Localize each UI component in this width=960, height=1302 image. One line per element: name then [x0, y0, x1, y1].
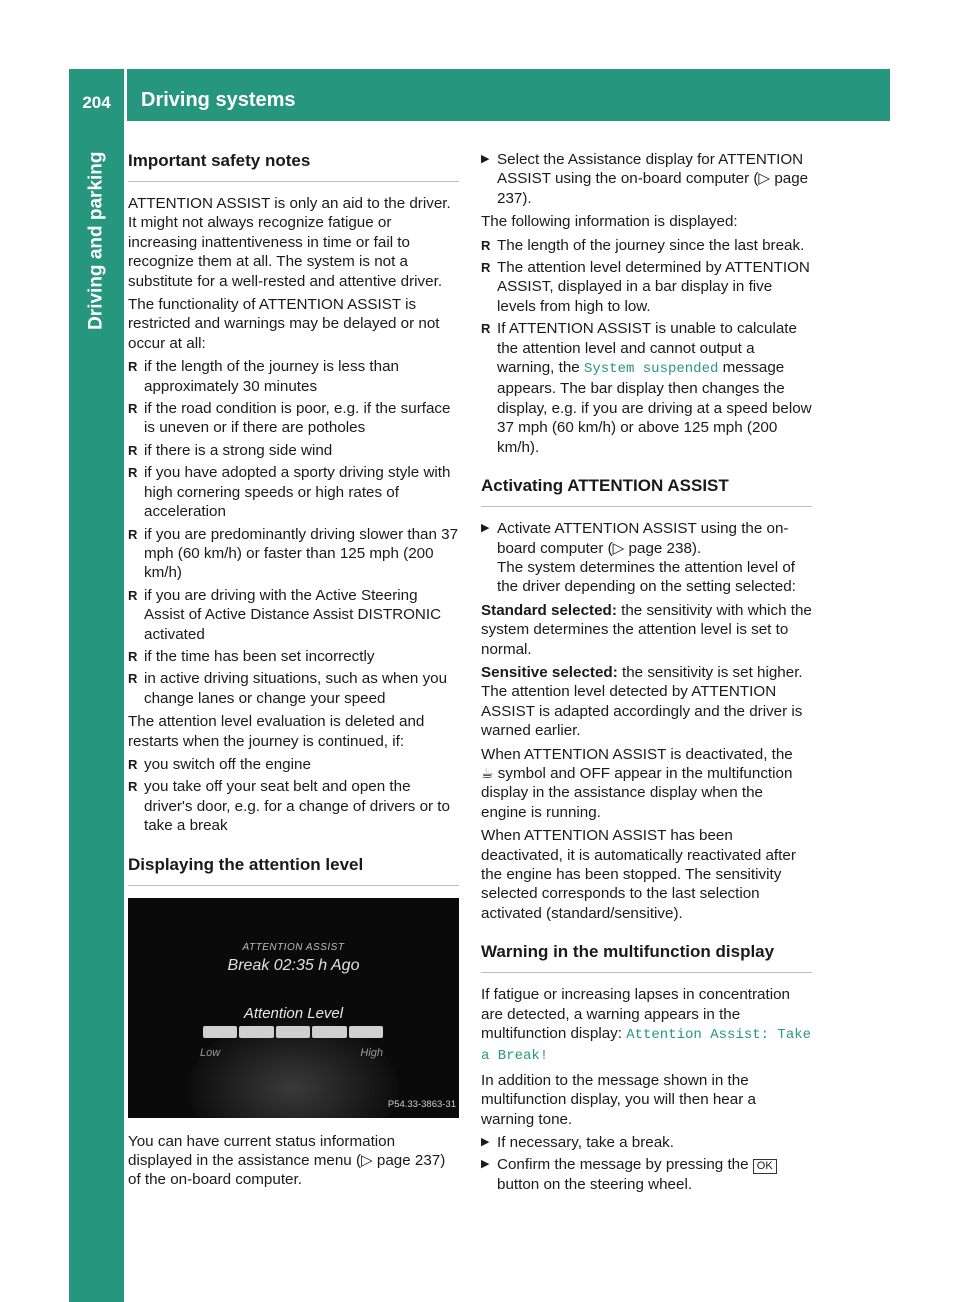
side-tab-label: Driving and parking: [85, 151, 107, 331]
list-item: R The attention level determined by ATTENTION ASSIST, displayed in a bar display in five levels from high to low.: [481, 258, 812, 316]
list-item: R if the time has been set incorrectly: [128, 647, 459, 666]
list-item: R if the length of the journey is less than approximately 30 minutes: [128, 357, 459, 396]
list-item: R if you have adopted a sporty driving style with high cornering speeds or high rates of acceleration: [128, 463, 459, 521]
figure-break-time: Break 02:35 h Ago: [227, 956, 360, 974]
level-segment: [349, 1026, 383, 1038]
paragraph: In addition to the message shown in the multifunction display, you will then hear a warning tone.: [481, 1071, 756, 1128]
figure-low-label: Low: [200, 1046, 221, 1059]
paragraph: When ATTENTION ASSIST is deactivated, the ☕ symbol and OFF appear in the multifunction display in the assistance display when the engine is running.: [481, 745, 793, 821]
right-column: [481, 150, 812, 1198]
restart-list: [128, 755, 459, 836]
figure-code: P54.33-3863-31: [387, 1099, 456, 1111]
figure-high-label: High: [360, 1046, 383, 1059]
figure-heading: ATTENTION ASSIST: [242, 941, 345, 953]
list-item: R you take off your seat belt and open the driver's door, e.g. for a change of drivers or to take a break: [128, 777, 459, 835]
paragraph: You can have current status information displayed in the assistance menu (▷ page 237) of the on-board computer.: [128, 1132, 446, 1189]
left-column: [128, 150, 459, 1194]
level-segment: [312, 1026, 346, 1038]
level-segment: [203, 1026, 237, 1038]
paragraph: ATTENTION ASSIST is only an aid to the driver. It might not always recognize fatigue or increasing inattentiveness in time or fail to recognize them at all. The system is not a substitute for a well-rested and attentive driver.: [128, 195, 451, 290]
side-tab: [69, 121, 124, 1302]
coffee-cup-icon: ☕: [481, 764, 494, 781]
figure-attention-label: Attention Level: [243, 1004, 344, 1022]
paragraph: Sensitive selected: the sensitivity is set higher. The attention level detected by ATTENTION ASSIST is adapted accordingly and the driver is warned earlier.: [481, 663, 803, 740]
side-tab-marker: [69, 1232, 124, 1302]
take-a-break-message: Attention Assist: Take a Break!: [481, 1027, 812, 1065]
paragraph: The following information is displayed:: [481, 213, 738, 231]
info-list: [481, 236, 812, 457]
section-title-warning: Warning in the multifunction display: [481, 941, 812, 973]
list-item: R if the road condition is poor, e.g. if the surface is uneven or if there are potholes: [128, 399, 459, 438]
section-title-safety: Important safety notes: [128, 150, 459, 182]
level-segment: [276, 1026, 310, 1038]
paragraph: Standard selected: the sensitivity with which the system determines the attention level is set to normal.: [481, 601, 812, 658]
system-suspended-message: System suspended: [583, 361, 719, 378]
page-number: 204: [69, 69, 124, 121]
paragraph: If fatigue or increasing lapses in concentration are detected, a warning appears in the multifunction display: Attention Assist: Take a Break!: [481, 986, 812, 1065]
chapter-title: Driving systems: [127, 69, 890, 121]
paragraph: The attention level evaluation is deleted and restarts when the journey is continued, if:: [128, 713, 425, 750]
attention-level-bar: [203, 1026, 383, 1038]
instruction-step: ▶ If necessary, take a break.: [481, 1133, 812, 1152]
instruction-step: ▶ Select the Assistance display for ATTENTION ASSIST using the on-board computer (▷ page 237).: [481, 150, 812, 208]
paragraph: When ATTENTION ASSIST has been deactivated, it is automatically reactivated after the engine has been stopped. The sensitivity selected corresponds to the last selection activated (standard/sensitive).: [481, 827, 796, 922]
paragraph: The functionality of ATTENTION ASSIST is restricted and warnings may be delayed or not occur at all:: [128, 296, 440, 352]
page-header: [69, 69, 890, 121]
list-item: R if there is a strong side wind: [128, 441, 459, 460]
attention-display-image: [128, 898, 459, 1118]
restriction-list: [128, 357, 459, 708]
ok-button-icon: OK: [753, 1159, 777, 1174]
section-title-activating: Activating ATTENTION ASSIST: [481, 475, 812, 507]
list-item: R in active driving situations, such as when you change lanes or change your speed: [128, 669, 459, 708]
level-segment: [239, 1026, 273, 1038]
section-title-display: Displaying the attention level: [128, 854, 459, 886]
instruction-step: ▶ Activate ATTENTION ASSIST using the on-board computer (▷ page 238). The system determines the attention level of the driver depending on the setting selected:: [481, 519, 812, 597]
list-item: R If ATTENTION ASSIST is unable to calculate the attention level and cannot output a warning, the System suspended message appears. The bar display then changes the display, e.g. if you are driving at a speed below 37 mph (60 km/h) or above 125 mph (200 km/h).: [481, 319, 812, 457]
list-item: R if you are predominantly driving slower than 37 mph (60 km/h) or faster than 125 mph (200 km/h): [128, 525, 459, 583]
list-item: R you switch off the engine: [128, 755, 459, 774]
list-item: R The length of the journey since the last break.: [481, 236, 812, 255]
instruction-step: ▶ Confirm the message by pressing the OK button on the steering wheel.: [481, 1155, 812, 1194]
list-item: R if you are driving with the Active Steering Assist of Active Distance Assist DISTRONIC activated: [128, 586, 459, 644]
